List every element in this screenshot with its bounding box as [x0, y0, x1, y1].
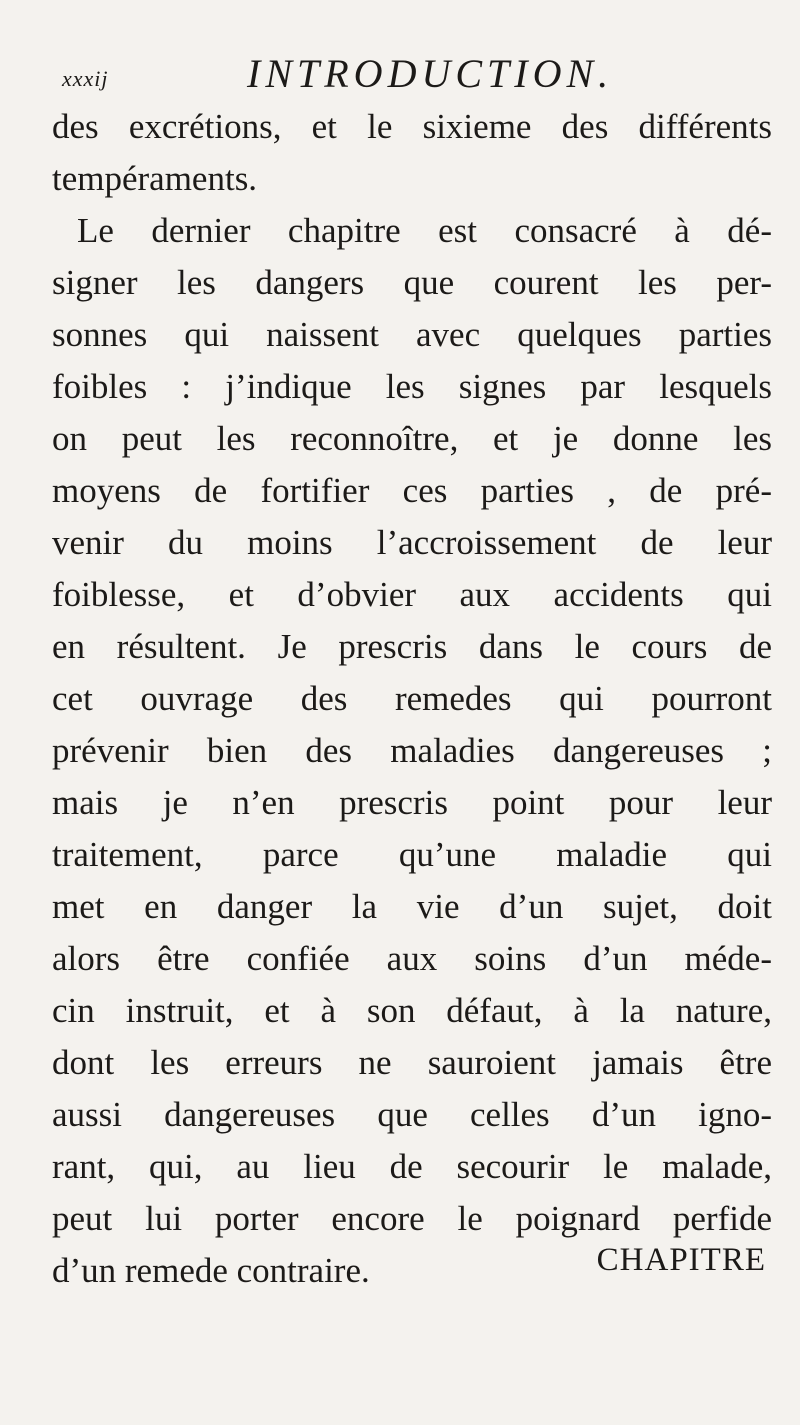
text-line: en résultent. Je prescris dans le cours de: [52, 627, 772, 666]
text-line: dont les erreurs ne sauroient jamais être: [52, 1043, 772, 1082]
page-number: xxxij: [62, 66, 109, 91]
catchword: CHAPITRE: [596, 1242, 766, 1278]
text-line: cin instruit, et à son défaut, à la nature,: [52, 991, 772, 1030]
text-line: cet ouvrage des remedes qui pourront: [52, 679, 772, 718]
text-line: Le dernier chapitre est consacré à dé-: [77, 211, 772, 250]
text-line: mais je n’en prescris point pour leur: [52, 783, 772, 822]
text-line: peut lui porter encore le poignard perfide: [52, 1199, 772, 1238]
text-line: traitement, parce qu’une maladie qui: [52, 835, 772, 874]
text-line: signer les dangers que courent les per-: [52, 263, 772, 302]
text-line: tempéraments.: [52, 159, 258, 198]
text-line: moyens de fortifier ces parties , de pré-: [52, 471, 772, 510]
text-line: foibles : j’indique les signes par lesquels: [52, 367, 772, 406]
running-title: INTRODUCTION.: [247, 51, 614, 96]
text-line: on peut les reconnoître, et je donne les: [52, 419, 772, 458]
text-line: alors être confiée aux soins d’un méde-: [52, 939, 772, 978]
running-head: [62, 50, 762, 100]
text-line: aussi dangereuses que celles d’un igno-: [52, 1095, 772, 1134]
body-text: [52, 101, 772, 1297]
text-line: des excrétions, et le sixieme des différents: [52, 107, 772, 146]
text-line: foiblesse, et d’obvier aux accidents qui: [52, 575, 772, 614]
text-line: venir du moins l’accroissement de leur: [52, 523, 772, 562]
text-line: met en danger la vie d’un sujet, doit: [52, 887, 772, 926]
text-line: d’un remede contraire.: [52, 1251, 370, 1290]
text-line: sonnes qui naissent avec quelques parties: [52, 315, 772, 354]
text-line: rant, qui, au lieu de secourir le malade,: [52, 1147, 772, 1186]
text-line: prévenir bien des maladies dangereuses ;: [52, 731, 772, 770]
